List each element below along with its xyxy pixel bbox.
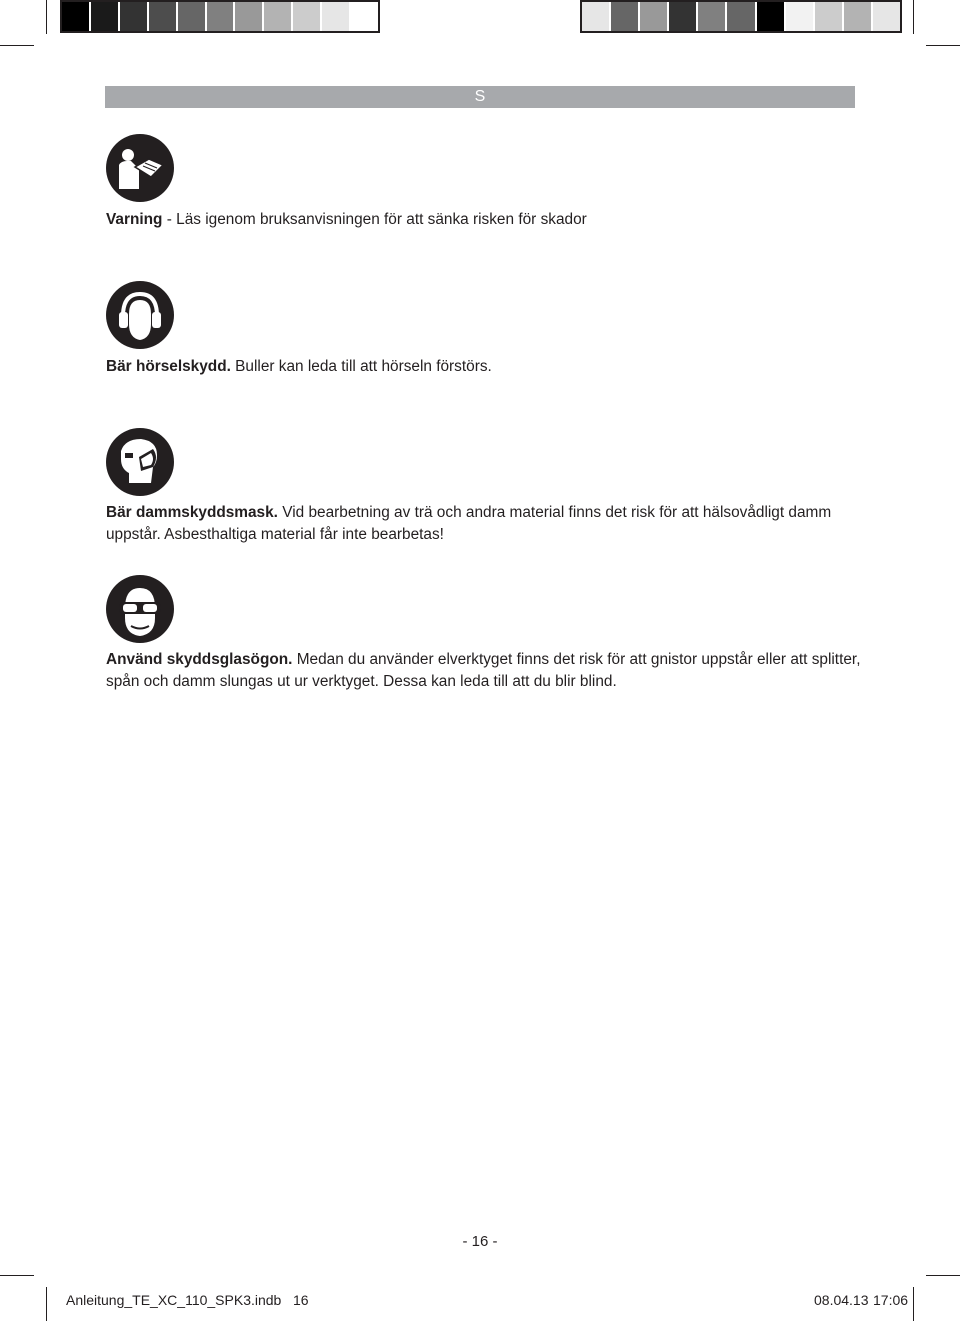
color-swatch — [120, 2, 149, 31]
safety-goggles-icon — [105, 574, 175, 644]
color-swatch — [698, 2, 727, 31]
color-swatch — [264, 2, 293, 31]
color-swatch — [757, 2, 786, 31]
dust-mask-icon — [105, 427, 175, 497]
color-swatch — [815, 2, 844, 31]
crop-mark — [926, 45, 960, 46]
instruction-goggles — [106, 649, 866, 693]
crop-mark — [0, 1275, 34, 1276]
color-swatch — [207, 2, 236, 31]
crop-mark — [0, 45, 34, 46]
color-swatch — [62, 2, 91, 31]
color-swatch — [727, 2, 756, 31]
hearing-protection-icon — [105, 280, 175, 350]
instruction-title: Bär dammskyddsmask. — [106, 504, 278, 521]
color-swatch — [640, 2, 669, 31]
instruction-title: Använd skyddsglasögon. — [106, 651, 293, 668]
color-swatch — [786, 2, 815, 31]
color-swatch — [178, 2, 207, 31]
color-swatch — [611, 2, 640, 31]
color-bar-left — [60, 0, 380, 33]
color-swatch — [322, 2, 351, 31]
read-manual-icon — [105, 133, 175, 203]
instruction-text: Buller kan leda till att hörseln förstörs. — [230, 358, 492, 375]
crop-mark — [913, 1287, 914, 1321]
footer-date: 08.04.13 — [814, 1292, 869, 1308]
color-swatch — [235, 2, 264, 31]
instruction-title: Bär hörselskydd. — [106, 358, 231, 375]
crop-mark — [46, 1287, 47, 1321]
color-swatch — [293, 2, 322, 31]
color-swatch — [582, 2, 611, 31]
color-swatch — [351, 2, 378, 31]
footer-file: Anleitung_TE_XC_110_SPK3.indb 16 — [66, 1292, 309, 1308]
crop-mark — [913, 0, 914, 34]
crop-mark — [926, 1275, 960, 1276]
instruction-text: Vid bearbetning av trä och andra material finns det risk för att hälsovådligt damm uppstår. Asbesthaltiga material får inte bearbetas! — [106, 504, 832, 543]
instruction-text: - Läs igenom bruksanvisningen för att sänka risken för skador — [162, 211, 587, 228]
color-swatch — [669, 2, 698, 31]
section-header: S — [105, 86, 855, 108]
color-swatch — [873, 2, 900, 31]
color-swatch — [149, 2, 178, 31]
instruction-read-manual — [106, 209, 866, 231]
instruction-title: Varning — [106, 211, 163, 228]
footer-time: 17:06 — [873, 1292, 909, 1308]
instruction-text: Medan du använder elverktyget finns det risk för att gnistor uppstår eller att splitter, spån och damm slungas ut ur verktyget. Dessa kan leda till att du blir blind. — [106, 651, 861, 690]
page-number: - 16 - — [462, 1233, 498, 1250]
color-bar-right — [580, 0, 902, 33]
instruction-hearing — [106, 356, 866, 378]
crop-mark — [46, 0, 47, 34]
color-swatch — [91, 2, 120, 31]
color-swatch — [844, 2, 873, 31]
instruction-dust-mask — [106, 502, 866, 546]
